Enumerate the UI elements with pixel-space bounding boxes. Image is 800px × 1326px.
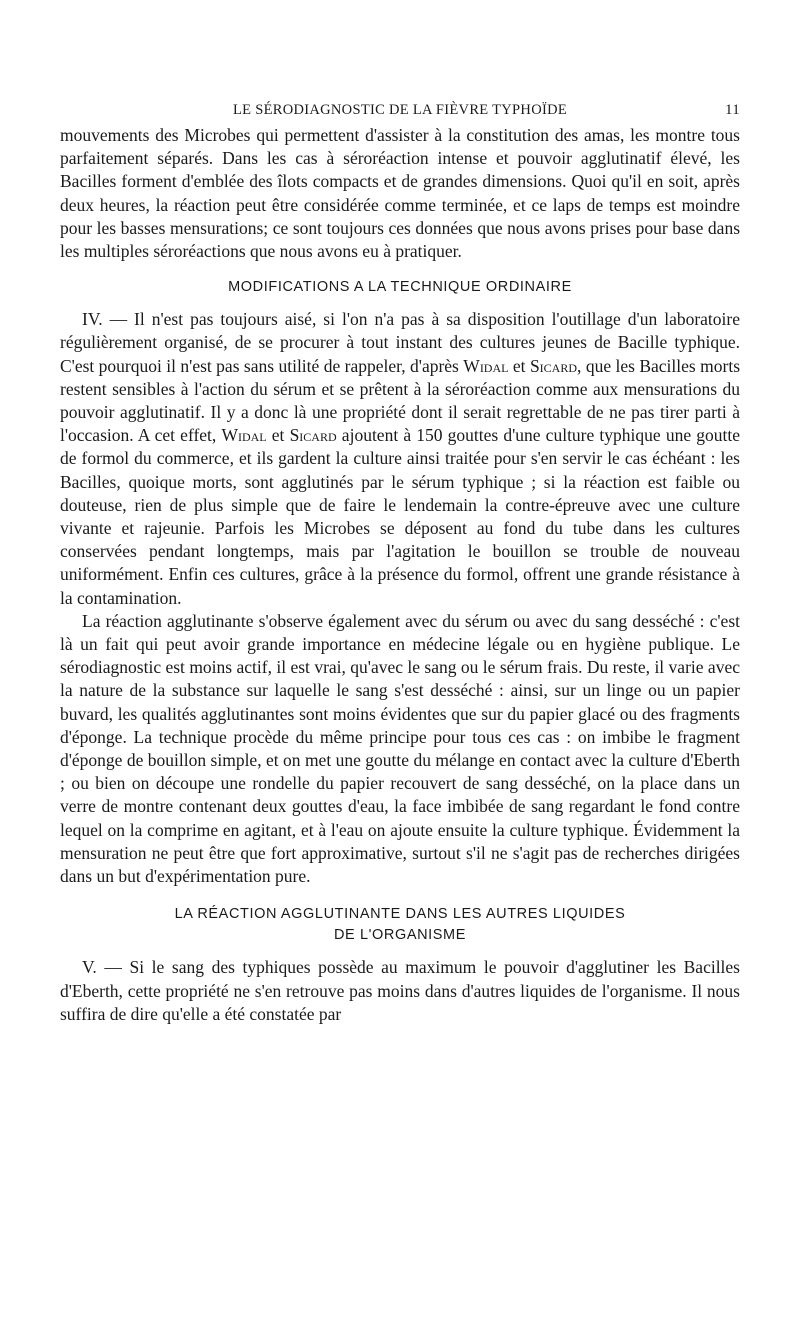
author-widal-2: Widal bbox=[221, 425, 267, 446]
running-title: LE SÉRODIAGNOSTIC DE LA FIÈVRE TYPHOÏDE bbox=[232, 102, 568, 118]
paragraph-iv-text-c: ajoutent à 150 gouttes d'une culture typhique une goutte de formol du commerce, et ils gardent la culture ainsi traitée pour s'en servir le cas échéant : les Bacilles, quoique morts, sont agglutinés par le sérum typhique ; si la réaction est faible ou douteuse, rien de plus simple que de faire le lendemain la contre-épreuve avec une culture vivante et rajeunie. Parfois les Microbes se déposent au fond du tube dans les cultures conservées pendant longtemps, mais par l'agitation le bouillon se trouble de nouveau uniformément. Enfin ces cultures, grâce à la présence du formol, offrent une grande résistance à la contamination. bbox=[60, 425, 740, 608]
section-title-other-liquids bbox=[60, 904, 740, 946]
author-sicard-2: Sicard bbox=[289, 425, 337, 446]
paragraph-v: V. — Si le sang des typhiques possède au maximum le pouvoir d'agglutiner les Bacilles d'Eberth, cette propriété ne s'en retrouve pas moins dans d'autres liquides de l'organisme. Il nous suffira de dire qu'elle a été constatée par bbox=[60, 957, 740, 1024]
author-widal: Widal bbox=[463, 355, 509, 376]
paragraph-dried-blood: La réaction agglutinante s'observe également avec du sérum ou avec du sang desséché : c'est là un fait qui peut avoir grande importance en médecine légale ou en hygiène publique. Le sérodiagnostic est moins actif, il est vrai, qu'avec le sang ou le sérum frais. Du reste, il varie avec la nature de la substance sur laquelle le sang s'est desséché : ainsi, sur un linge ou un papier buvard, les qualités agglutinantes sont moins évidentes que sur du papier glacé ou des fragments d'éponge. La technique procède du même principe pour tous ces cas : on imbibe le fragment d'éponge de bouillon simple, et on met une goutte du mélange en contact avec la culture d'Eberth ; ou bien on découpe une rondelle du papier recouvert de sang desséché, on la place dans un verre de montre contenant deux gouttes d'eau, la face imbibée de sang regardant le fond contre lequel on la comprime en agitant, et à l'eau on ajoute ensuite la culture typhique. Évidemment la mensuration ne peut être que fort approximative, surtout s'il ne s'agit pas de recherches dirigées dans un but d'expérimentation pure. bbox=[60, 610, 740, 887]
section-title-line2: DE L'ORGANISME bbox=[333, 927, 467, 944]
section-title-line1: LA RÉACTION AGGLUTINANTE DANS LES AUTRES LIQUIDES bbox=[174, 906, 626, 923]
paragraph-iv-text-a: IV. — Il n'est pas toujours aisé, si l'on n'a pas à sa disposition l'outillage d'un laboratoire régulièrement organisé, de se procurer à tout instant des cultures jeunes de Bacille typhique. C'est pourquoi il n'est pas sans utilité de rappeler, d'après bbox=[60, 309, 740, 376]
author-sicard: Sicard bbox=[529, 355, 578, 376]
running-header bbox=[60, 96, 740, 124]
paragraph-intro: mouvements des Microbes qui permettent d'assister à la constitution des amas, les montre tous parfaitement séparés. Dans les cas à séroréaction intense et pouvoir agglutinatif élevé, les Bacilles forment d'emblée des îlots compacts et de grandes dimensions. Quoi qu'il en soit, après deux heures, la réaction peut être considérée comme terminée, et ce laps de temps est moindre pour les basses mensurations; ce sont toujours ces données que nous avons prises pour base dans les multiples séroréactions que nous avons eu à pratiquer. bbox=[60, 125, 740, 262]
paragraph-iv: IV. — Il n'est pas toujours aisé, si l'on n'a pas à sa disposition l'outillage d'un laboratoire régulièrement organisé, de se procurer à tout instant des cultures jeunes de Bacille typhique. C'est pourquoi il n'est pas sans utilité de rappeler, d'après Widal et Sicard, que les Bacilles morts restent sensibles à l'action du sérum et se prêtent à la séroréaction comme aux mensurations du pouvoir agglutinatif. Il y a donc là une propriété dont il serait regrettable de ne pas tirer parti à l'occasion. A cet effet, Widal et Sicard ajoutent à 150 gouttes d'une culture typhique une goutte de formol du commerce, et ils gardent la culture ainsi traitée pour s'en servir le cas échéant : les Bacilles, quoique morts, sont agglutinés par le sérum typhique ; si la réaction est faible ou douteuse, rien de plus simple que de faire le lendemain la contre-épreuve avec une culture vivante et rajeunie. Parfois les Microbes se déposent au fond du tube dans les cultures conservées pendant longtemps, mais par l'agitation le bouillon se trouble de nouveau uniformément. Enfin ces cultures, grâce à la présence du formol, offrent une grande résistance à la contamination. bbox=[60, 309, 740, 608]
paragraph-iv-text-b: , que les Bacilles morts restent sensibles à l'action du sérum et se prêtent à la séroréaction comme aux mensurations du pouvoir agglutinatif. Il y a donc là une propriété dont il serait regrettable de ne pas tirer parti à l'occasion. A cet effet, bbox=[60, 355, 740, 446]
page-number: 11 bbox=[724, 102, 740, 118]
section-title-modifications: MODIFICATIONS A LA TECHNIQUE ORDINAIRE bbox=[228, 279, 572, 296]
document-page bbox=[60, 96, 740, 1026]
